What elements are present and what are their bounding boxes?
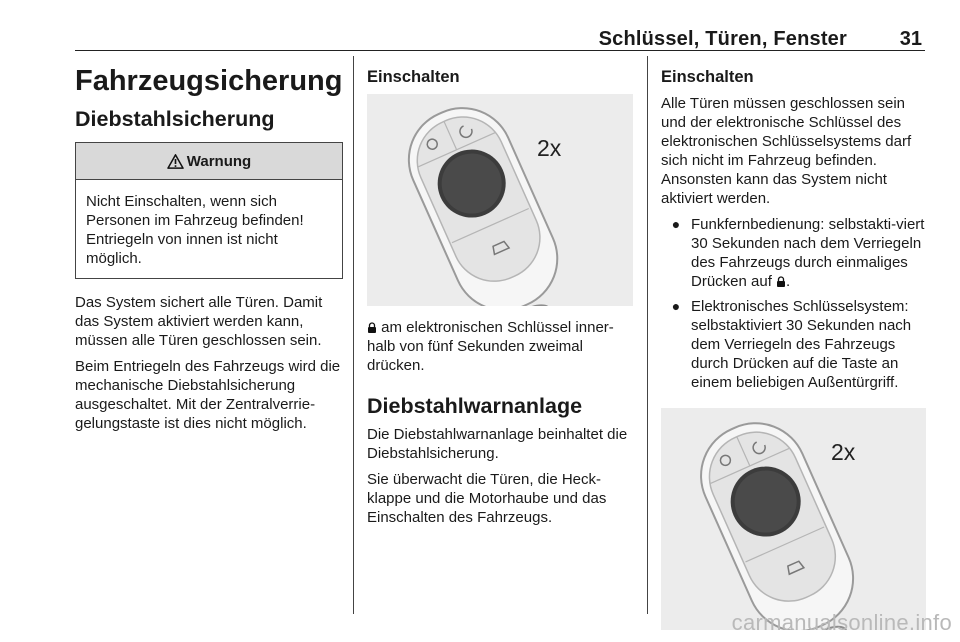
instruction-paragraph <box>367 318 634 375</box>
paragraph: Beim Entriegeln des Fahrzeugs wird die mechanische Diebstahlsicherung ausgeschaltet. Mit der Zentralverrie-gelungstaste ist dies nicht möglich. <box>75 358 341 432</box>
lock-icon <box>776 276 786 287</box>
press-count-label: 2x <box>831 439 856 465</box>
warning-text: Nicht Einschalten, wenn sich Personen im Fahrzeug befinden! Entriegeln von innen ist nicht möglich. <box>86 193 304 267</box>
list-item-text <box>691 215 926 291</box>
paragraph: Das System sichert alle Türen. Damit das System aktiviert werden kann, müssen alle Türen geschlossen sein. <box>75 294 323 349</box>
key-fob-image <box>367 94 633 306</box>
paragraph: Sie überwacht die Türen, die Heck-klappe und die Motorhaube und das Einschalten des Fahrzeugs. <box>367 471 607 526</box>
page-number: 31 <box>899 28 922 50</box>
bullet-text: Elektronisches Schlüsselsystem: selbstaktiviert 30 Sekunden nach dem Verriegeln des Fahrzeugs durch Drücken auf die Taste an einem beliebigen Außentürgriff. <box>691 298 912 391</box>
list-item <box>661 297 926 392</box>
subsection-heading: Diebstahlsicherung <box>75 107 275 131</box>
warning-box <box>75 142 343 279</box>
column-1 <box>75 56 343 440</box>
paragraph: Die Diebstahlwarnanlage beinhaltet die Diebstahlsicherung. <box>367 426 628 462</box>
watermark: carmanualsonline.info <box>731 610 952 635</box>
section-heading: Fahrzeugsicherung <box>75 65 343 97</box>
column-2 <box>367 56 634 534</box>
column-divider-1 <box>353 56 354 614</box>
bullet-suffix: . <box>786 273 791 290</box>
key-fob-image <box>661 408 926 630</box>
bullet-icon: ● <box>671 298 681 314</box>
press-count-label: 2x <box>537 135 562 161</box>
bullet-icon: ● <box>671 216 681 232</box>
warning-header <box>76 143 342 180</box>
list-item <box>661 215 926 291</box>
column-3 <box>661 56 926 630</box>
subheading-einschalten: Einschalten <box>367 68 460 86</box>
page-header <box>75 22 925 52</box>
paragraph: Alle Türen müssen geschlossen sein und der elektronische Schlüssel des elektronischen Schlüsselsystems darf sich nicht im Fahrzeug befinden. Ansonsten kann das System nicht aktiviert werden. <box>661 95 912 207</box>
lock-icon <box>367 322 377 333</box>
warning-triangle-icon <box>167 154 184 169</box>
alarm-heading: Diebstahlwarnanlage <box>367 394 583 418</box>
instruction-text: am elektronischen Schlüssel inner-halb von fünf Sekunden zweimal drücken. <box>367 319 614 374</box>
warning-label: Warnung <box>186 152 252 170</box>
header-rule <box>75 50 925 51</box>
column-divider-2 <box>647 56 648 614</box>
header-title: Schlüssel, Türen, Fenster <box>598 28 847 50</box>
subheading-einschalten: Einschalten <box>661 68 754 86</box>
bullet-text: Funkfernbedienung: selbstakti-viert 30 Sekunden nach dem Verriegeln des Fahrzeugs durch einmaliges Drücken auf <box>691 216 925 290</box>
